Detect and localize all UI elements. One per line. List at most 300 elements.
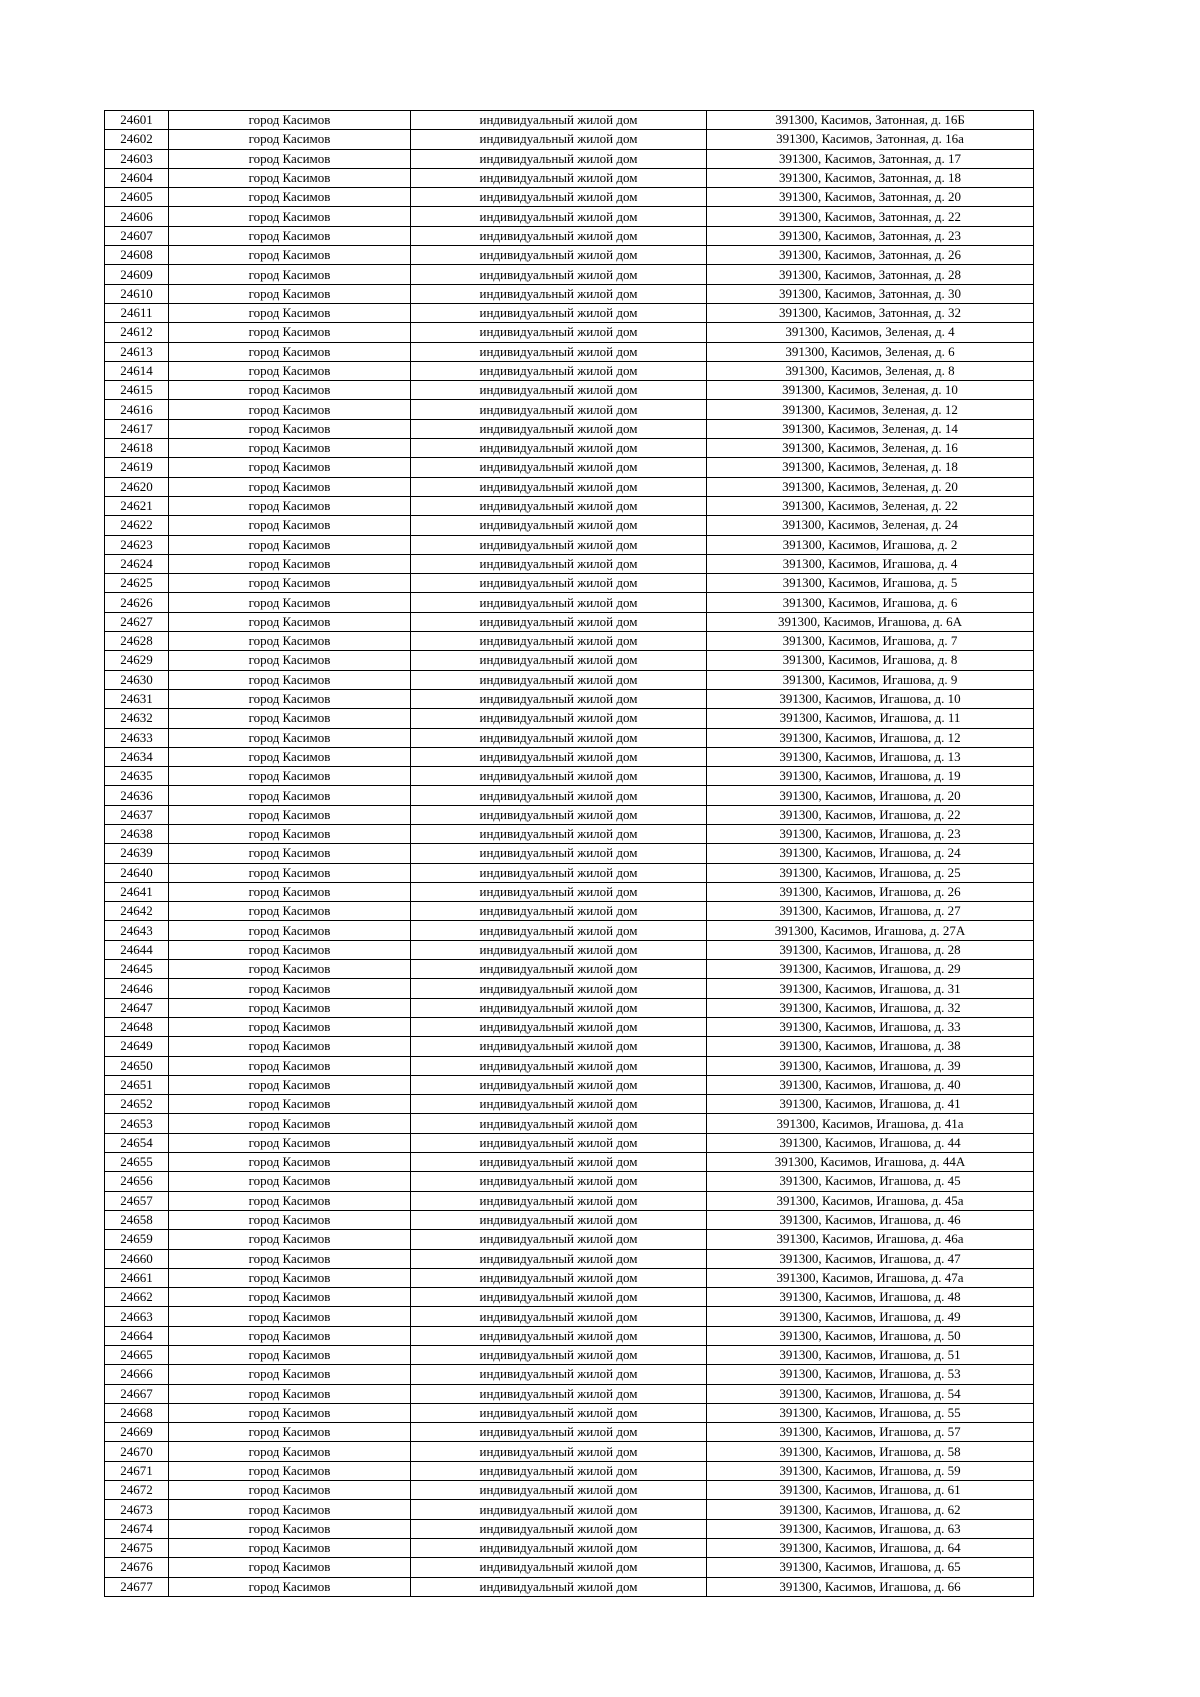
building-type-cell: индивидуальный жилой дом bbox=[411, 361, 707, 380]
row-number-cell: 24638 bbox=[105, 824, 169, 843]
row-number-cell: 24663 bbox=[105, 1307, 169, 1326]
locality-cell: город Касимов bbox=[169, 632, 411, 651]
row-number-cell: 24674 bbox=[105, 1519, 169, 1538]
address-cell: 391300, Касимов, Игашова, д. 26 bbox=[707, 882, 1034, 901]
address-cell: 391300, Касимов, Игашова, д. 49 bbox=[707, 1307, 1034, 1326]
row-number-cell: 24642 bbox=[105, 902, 169, 921]
address-cell: 391300, Касимов, Игашова, д. 53 bbox=[707, 1365, 1034, 1384]
row-number-cell: 24619 bbox=[105, 458, 169, 477]
row-number-cell: 24622 bbox=[105, 516, 169, 535]
table-row bbox=[105, 1365, 1034, 1384]
building-type-cell: индивидуальный жилой дом bbox=[411, 1056, 707, 1075]
locality-cell: город Касимов bbox=[169, 1017, 411, 1036]
building-type-cell: индивидуальный жилой дом bbox=[411, 1423, 707, 1442]
address-cell: 391300, Касимов, Игашова, д. 13 bbox=[707, 747, 1034, 766]
table-row bbox=[105, 1075, 1034, 1094]
row-number-cell: 24652 bbox=[105, 1095, 169, 1114]
row-number-cell: 24671 bbox=[105, 1461, 169, 1480]
locality-cell: город Касимов bbox=[169, 1403, 411, 1422]
address-cell: 391300, Касимов, Игашова, д. 24 bbox=[707, 844, 1034, 863]
address-cell: 391300, Касимов, Затонная, д. 23 bbox=[707, 226, 1034, 245]
table-row bbox=[105, 1577, 1034, 1596]
building-type-cell: индивидуальный жилой дом bbox=[411, 1384, 707, 1403]
address-cell: 391300, Касимов, Игашова, д. 61 bbox=[707, 1481, 1034, 1500]
address-cell: 391300, Касимов, Затонная, д. 17 bbox=[707, 149, 1034, 168]
row-number-cell: 24651 bbox=[105, 1075, 169, 1094]
building-type-cell: индивидуальный жилой дом bbox=[411, 979, 707, 998]
address-cell: 391300, Касимов, Игашова, д. 7 bbox=[707, 632, 1034, 651]
table-row bbox=[105, 1481, 1034, 1500]
building-type-cell: индивидуальный жилой дом bbox=[411, 709, 707, 728]
building-type-cell: индивидуальный жилой дом bbox=[411, 458, 707, 477]
row-number-cell: 24611 bbox=[105, 303, 169, 322]
building-type-cell: индивидуальный жилой дом bbox=[411, 824, 707, 843]
building-type-cell: индивидуальный жилой дом bbox=[411, 284, 707, 303]
locality-cell: город Касимов bbox=[169, 1133, 411, 1152]
table-row bbox=[105, 1288, 1034, 1307]
table-row bbox=[105, 323, 1034, 342]
locality-cell: город Касимов bbox=[169, 1442, 411, 1461]
table-row bbox=[105, 709, 1034, 728]
locality-cell: город Касимов bbox=[169, 593, 411, 612]
building-type-cell: индивидуальный жилой дом bbox=[411, 651, 707, 670]
table-row bbox=[105, 805, 1034, 824]
locality-cell: город Касимов bbox=[169, 1095, 411, 1114]
table-row bbox=[105, 960, 1034, 979]
table-row bbox=[105, 940, 1034, 959]
row-number-cell: 24617 bbox=[105, 419, 169, 438]
locality-cell: город Касимов bbox=[169, 960, 411, 979]
locality-cell: город Касимов bbox=[169, 844, 411, 863]
table-row bbox=[105, 1384, 1034, 1403]
building-type-cell: индивидуальный жилой дом bbox=[411, 844, 707, 863]
building-type-cell: индивидуальный жилой дом bbox=[411, 612, 707, 631]
building-type-cell: индивидуальный жилой дом bbox=[411, 1481, 707, 1500]
row-number-cell: 24615 bbox=[105, 381, 169, 400]
row-number-cell: 24626 bbox=[105, 593, 169, 612]
row-number-cell: 24640 bbox=[105, 863, 169, 882]
row-number-cell: 24634 bbox=[105, 747, 169, 766]
address-cell: 391300, Касимов, Затонная, д. 26 bbox=[707, 246, 1034, 265]
locality-cell: город Касимов bbox=[169, 400, 411, 419]
row-number-cell: 24662 bbox=[105, 1288, 169, 1307]
row-number-cell: 24646 bbox=[105, 979, 169, 998]
table-row bbox=[105, 265, 1034, 284]
building-type-cell: индивидуальный жилой дом bbox=[411, 1558, 707, 1577]
locality-cell: город Касимов bbox=[169, 1268, 411, 1287]
locality-cell: город Касимов bbox=[169, 728, 411, 747]
address-cell: 391300, Касимов, Игашова, д. 20 bbox=[707, 786, 1034, 805]
address-cell: 391300, Касимов, Игашова, д. 9 bbox=[707, 670, 1034, 689]
locality-cell: город Касимов bbox=[169, 1423, 411, 1442]
address-cell: 391300, Касимов, Игашова, д. 2 bbox=[707, 535, 1034, 554]
row-number-cell: 24639 bbox=[105, 844, 169, 863]
locality-cell: город Касимов bbox=[169, 1210, 411, 1229]
locality-cell: город Касимов bbox=[169, 1056, 411, 1075]
building-type-cell: индивидуальный жилой дом bbox=[411, 130, 707, 149]
address-cell: 391300, Касимов, Зеленая, д. 18 bbox=[707, 458, 1034, 477]
row-number-cell: 24620 bbox=[105, 477, 169, 496]
table-row bbox=[105, 439, 1034, 458]
table-row bbox=[105, 1249, 1034, 1268]
row-number-cell: 24628 bbox=[105, 632, 169, 651]
address-cell: 391300, Касимов, Игашова, д. 32 bbox=[707, 998, 1034, 1017]
locality-cell: город Касимов bbox=[169, 1500, 411, 1519]
table-row bbox=[105, 863, 1034, 882]
building-type-cell: индивидуальный жилой дом bbox=[411, 1346, 707, 1365]
table-row bbox=[105, 1326, 1034, 1345]
building-type-cell: индивидуальный жилой дом bbox=[411, 1114, 707, 1133]
row-number-cell: 24666 bbox=[105, 1365, 169, 1384]
address-cell: 391300, Касимов, Игашова, д. 27А bbox=[707, 921, 1034, 940]
address-cell: 391300, Касимов, Игашова, д. 44А bbox=[707, 1153, 1034, 1172]
row-number-cell: 24612 bbox=[105, 323, 169, 342]
address-cell: 391300, Касимов, Игашова, д. 28 bbox=[707, 940, 1034, 959]
address-cell: 391300, Касимов, Игашова, д. 25 bbox=[707, 863, 1034, 882]
address-cell: 391300, Касимов, Игашова, д. 45а bbox=[707, 1191, 1034, 1210]
building-type-cell: индивидуальный жилой дом bbox=[411, 882, 707, 901]
building-type-cell: индивидуальный жилой дом bbox=[411, 226, 707, 245]
row-number-cell: 24635 bbox=[105, 767, 169, 786]
table-row bbox=[105, 1172, 1034, 1191]
building-type-cell: индивидуальный жилой дом bbox=[411, 940, 707, 959]
locality-cell: город Касимов bbox=[169, 882, 411, 901]
row-number-cell: 24632 bbox=[105, 709, 169, 728]
table-row bbox=[105, 111, 1034, 130]
table-row bbox=[105, 1519, 1034, 1538]
locality-cell: город Касимов bbox=[169, 361, 411, 380]
address-cell: 391300, Касимов, Игашова, д. 39 bbox=[707, 1056, 1034, 1075]
address-cell: 391300, Касимов, Игашова, д. 48 bbox=[707, 1288, 1034, 1307]
row-number-cell: 24629 bbox=[105, 651, 169, 670]
row-number-cell: 24670 bbox=[105, 1442, 169, 1461]
table-row bbox=[105, 1307, 1034, 1326]
table-row bbox=[105, 130, 1034, 149]
locality-cell: город Касимов bbox=[169, 516, 411, 535]
building-type-cell: индивидуальный жилой дом bbox=[411, 1037, 707, 1056]
address-cell: 391300, Касимов, Игашова, д. 11 bbox=[707, 709, 1034, 728]
locality-cell: город Касимов bbox=[169, 496, 411, 515]
row-number-cell: 24653 bbox=[105, 1114, 169, 1133]
locality-cell: город Касимов bbox=[169, 574, 411, 593]
address-cell: 391300, Касимов, Игашова, д. 58 bbox=[707, 1442, 1034, 1461]
row-number-cell: 24607 bbox=[105, 226, 169, 245]
row-number-cell: 24654 bbox=[105, 1133, 169, 1152]
locality-cell: город Касимов bbox=[169, 824, 411, 843]
building-type-cell: индивидуальный жилой дом bbox=[411, 1268, 707, 1287]
table-row bbox=[105, 612, 1034, 631]
locality-cell: город Касимов bbox=[169, 1461, 411, 1480]
building-type-cell: индивидуальный жилой дом bbox=[411, 767, 707, 786]
locality-cell: город Касимов bbox=[169, 1307, 411, 1326]
locality-cell: город Касимов bbox=[169, 1114, 411, 1133]
row-number-cell: 24665 bbox=[105, 1346, 169, 1365]
table-row bbox=[105, 979, 1034, 998]
locality-cell: город Касимов bbox=[169, 998, 411, 1017]
locality-cell: город Касимов bbox=[169, 477, 411, 496]
table-row bbox=[105, 1461, 1034, 1480]
row-number-cell: 24648 bbox=[105, 1017, 169, 1036]
row-number-cell: 24614 bbox=[105, 361, 169, 380]
table-row bbox=[105, 400, 1034, 419]
row-number-cell: 24636 bbox=[105, 786, 169, 805]
locality-cell: город Касимов bbox=[169, 1519, 411, 1538]
building-type-cell: индивидуальный жилой дом bbox=[411, 188, 707, 207]
building-type-cell: индивидуальный жилой дом bbox=[411, 1403, 707, 1422]
address-cell: 391300, Касимов, Игашова, д. 10 bbox=[707, 689, 1034, 708]
row-number-cell: 24631 bbox=[105, 689, 169, 708]
building-type-cell: индивидуальный жилой дом bbox=[411, 1519, 707, 1538]
locality-cell: город Касимов bbox=[169, 535, 411, 554]
table-row bbox=[105, 458, 1034, 477]
address-cell: 391300, Касимов, Игашова, д. 65 bbox=[707, 1558, 1034, 1577]
building-type-cell: индивидуальный жилой дом bbox=[411, 689, 707, 708]
table-row bbox=[105, 496, 1034, 515]
building-type-cell: индивидуальный жилой дом bbox=[411, 747, 707, 766]
table-row bbox=[105, 168, 1034, 187]
row-number-cell: 24664 bbox=[105, 1326, 169, 1345]
address-cell: 391300, Касимов, Зеленая, д. 24 bbox=[707, 516, 1034, 535]
address-cell: 391300, Касимов, Зеленая, д. 4 bbox=[707, 323, 1034, 342]
building-type-cell: индивидуальный жилой дом bbox=[411, 1288, 707, 1307]
address-cell: 391300, Касимов, Затонная, д. 16а bbox=[707, 130, 1034, 149]
table-row bbox=[105, 689, 1034, 708]
row-number-cell: 24659 bbox=[105, 1230, 169, 1249]
address-table-body bbox=[105, 111, 1034, 1597]
table-row bbox=[105, 535, 1034, 554]
row-number-cell: 24606 bbox=[105, 207, 169, 226]
row-number-cell: 24643 bbox=[105, 921, 169, 940]
address-cell: 391300, Касимов, Игашова, д. 64 bbox=[707, 1538, 1034, 1557]
row-number-cell: 24656 bbox=[105, 1172, 169, 1191]
table-row bbox=[105, 1538, 1034, 1557]
table-row bbox=[105, 1442, 1034, 1461]
locality-cell: город Касимов bbox=[169, 1037, 411, 1056]
table-row bbox=[105, 284, 1034, 303]
table-row bbox=[105, 844, 1034, 863]
address-cell: 391300, Касимов, Игашова, д. 62 bbox=[707, 1500, 1034, 1519]
locality-cell: город Касимов bbox=[169, 1191, 411, 1210]
row-number-cell: 24673 bbox=[105, 1500, 169, 1519]
table-row bbox=[105, 342, 1034, 361]
address-cell: 391300, Касимов, Игашова, д. 59 bbox=[707, 1461, 1034, 1480]
building-type-cell: индивидуальный жилой дом bbox=[411, 805, 707, 824]
table-row bbox=[105, 593, 1034, 612]
table-row bbox=[105, 1114, 1034, 1133]
address-cell: 391300, Касимов, Игашова, д. 63 bbox=[707, 1519, 1034, 1538]
address-cell: 391300, Касимов, Зеленая, д. 16 bbox=[707, 439, 1034, 458]
building-type-cell: индивидуальный жилой дом bbox=[411, 265, 707, 284]
row-number-cell: 24655 bbox=[105, 1153, 169, 1172]
address-cell: 391300, Касимов, Зеленая, д. 6 bbox=[707, 342, 1034, 361]
building-type-cell: индивидуальный жилой дом bbox=[411, 1500, 707, 1519]
locality-cell: город Касимов bbox=[169, 323, 411, 342]
locality-cell: город Касимов bbox=[169, 1326, 411, 1345]
table-row bbox=[105, 651, 1034, 670]
table-row bbox=[105, 824, 1034, 843]
table-row bbox=[105, 1095, 1034, 1114]
address-cell: 391300, Касимов, Затонная, д. 30 bbox=[707, 284, 1034, 303]
locality-cell: город Касимов bbox=[169, 246, 411, 265]
table-row bbox=[105, 149, 1034, 168]
address-cell: 391300, Касимов, Зеленая, д. 14 bbox=[707, 419, 1034, 438]
locality-cell: город Касимов bbox=[169, 168, 411, 187]
building-type-cell: индивидуальный жилой дом bbox=[411, 1365, 707, 1384]
table-row bbox=[105, 786, 1034, 805]
locality-cell: город Касимов bbox=[169, 226, 411, 245]
address-cell: 391300, Касимов, Игашова, д. 44 bbox=[707, 1133, 1034, 1152]
table-row bbox=[105, 747, 1034, 766]
address-cell: 391300, Касимов, Игашова, д. 12 bbox=[707, 728, 1034, 747]
building-type-cell: индивидуальный жилой дом bbox=[411, 1095, 707, 1114]
row-number-cell: 24627 bbox=[105, 612, 169, 631]
locality-cell: город Касимов bbox=[169, 554, 411, 573]
locality-cell: город Касимов bbox=[169, 111, 411, 130]
row-number-cell: 24602 bbox=[105, 130, 169, 149]
table-row bbox=[105, 1403, 1034, 1422]
locality-cell: город Касимов bbox=[169, 1481, 411, 1500]
building-type-cell: индивидуальный жилой дом bbox=[411, 246, 707, 265]
table-row bbox=[105, 207, 1034, 226]
address-cell: 391300, Касимов, Зеленая, д. 10 bbox=[707, 381, 1034, 400]
locality-cell: город Касимов bbox=[169, 1230, 411, 1249]
building-type-cell: индивидуальный жилой дом bbox=[411, 535, 707, 554]
building-type-cell: индивидуальный жилой дом bbox=[411, 728, 707, 747]
address-cell: 391300, Касимов, Игашова, д. 6А bbox=[707, 612, 1034, 631]
row-number-cell: 24621 bbox=[105, 496, 169, 515]
building-type-cell: индивидуальный жилой дом bbox=[411, 1307, 707, 1326]
address-cell: 391300, Касимов, Игашова, д. 66 bbox=[707, 1577, 1034, 1596]
building-type-cell: индивидуальный жилой дом bbox=[411, 1326, 707, 1345]
locality-cell: город Касимов bbox=[169, 863, 411, 882]
address-cell: 391300, Касимов, Игашова, д. 46а bbox=[707, 1230, 1034, 1249]
address-table bbox=[104, 110, 1034, 1597]
row-number-cell: 24677 bbox=[105, 1577, 169, 1596]
row-number-cell: 24604 bbox=[105, 168, 169, 187]
locality-cell: город Касимов bbox=[169, 303, 411, 322]
locality-cell: город Касимов bbox=[169, 458, 411, 477]
row-number-cell: 24609 bbox=[105, 265, 169, 284]
building-type-cell: индивидуальный жилой дом bbox=[411, 342, 707, 361]
building-type-cell: индивидуальный жилой дом bbox=[411, 1153, 707, 1172]
locality-cell: город Касимов bbox=[169, 651, 411, 670]
building-type-cell: индивидуальный жилой дом bbox=[411, 477, 707, 496]
address-cell: 391300, Касимов, Игашова, д. 54 bbox=[707, 1384, 1034, 1403]
address-cell: 391300, Касимов, Затонная, д. 32 bbox=[707, 303, 1034, 322]
locality-cell: город Касимов bbox=[169, 1075, 411, 1094]
address-cell: 391300, Касимов, Затонная, д. 20 bbox=[707, 188, 1034, 207]
building-type-cell: индивидуальный жилой дом bbox=[411, 516, 707, 535]
row-number-cell: 24647 bbox=[105, 998, 169, 1017]
locality-cell: город Касимов bbox=[169, 284, 411, 303]
row-number-cell: 24668 bbox=[105, 1403, 169, 1422]
address-cell: 391300, Касимов, Игашова, д. 6 bbox=[707, 593, 1034, 612]
locality-cell: город Касимов bbox=[169, 381, 411, 400]
building-type-cell: индивидуальный жилой дом bbox=[411, 1538, 707, 1557]
row-number-cell: 24650 bbox=[105, 1056, 169, 1075]
locality-cell: город Касимов bbox=[169, 1172, 411, 1191]
building-type-cell: индивидуальный жилой дом bbox=[411, 419, 707, 438]
building-type-cell: индивидуальный жилой дом bbox=[411, 1461, 707, 1480]
table-row bbox=[105, 1500, 1034, 1519]
locality-cell: город Касимов bbox=[169, 709, 411, 728]
building-type-cell: индивидуальный жилой дом bbox=[411, 1172, 707, 1191]
locality-cell: город Касимов bbox=[169, 342, 411, 361]
table-row bbox=[105, 1153, 1034, 1172]
row-number-cell: 24669 bbox=[105, 1423, 169, 1442]
address-cell: 391300, Касимов, Игашова, д. 38 bbox=[707, 1037, 1034, 1056]
row-number-cell: 24657 bbox=[105, 1191, 169, 1210]
building-type-cell: индивидуальный жилой дом bbox=[411, 381, 707, 400]
table-row bbox=[105, 1230, 1034, 1249]
row-number-cell: 24641 bbox=[105, 882, 169, 901]
row-number-cell: 24667 bbox=[105, 1384, 169, 1403]
address-cell: 391300, Касимов, Игашова, д. 27 bbox=[707, 902, 1034, 921]
building-type-cell: индивидуальный жилой дом bbox=[411, 902, 707, 921]
building-type-cell: индивидуальный жилой дом bbox=[411, 1442, 707, 1461]
locality-cell: город Касимов bbox=[169, 265, 411, 284]
locality-cell: город Касимов bbox=[169, 940, 411, 959]
building-type-cell: индивидуальный жилой дом bbox=[411, 670, 707, 689]
table-row bbox=[105, 902, 1034, 921]
building-type-cell: индивидуальный жилой дом bbox=[411, 149, 707, 168]
row-number-cell: 24649 bbox=[105, 1037, 169, 1056]
address-cell: 391300, Касимов, Затонная, д. 18 bbox=[707, 168, 1034, 187]
row-number-cell: 24661 bbox=[105, 1268, 169, 1287]
row-number-cell: 24624 bbox=[105, 554, 169, 573]
address-cell: 391300, Касимов, Игашова, д. 57 bbox=[707, 1423, 1034, 1442]
address-cell: 391300, Касимов, Игашова, д. 45 bbox=[707, 1172, 1034, 1191]
building-type-cell: индивидуальный жилой дом bbox=[411, 323, 707, 342]
row-number-cell: 24660 bbox=[105, 1249, 169, 1268]
address-cell: 391300, Касимов, Игашова, д. 23 bbox=[707, 824, 1034, 843]
table-row bbox=[105, 1268, 1034, 1287]
table-row bbox=[105, 574, 1034, 593]
address-cell: 391300, Касимов, Затонная, д. 28 bbox=[707, 265, 1034, 284]
building-type-cell: индивидуальный жилой дом bbox=[411, 1210, 707, 1229]
locality-cell: город Касимов bbox=[169, 670, 411, 689]
building-type-cell: индивидуальный жилой дом bbox=[411, 863, 707, 882]
building-type-cell: индивидуальный жилой дом bbox=[411, 303, 707, 322]
table-row bbox=[105, 226, 1034, 245]
table-row bbox=[105, 1133, 1034, 1152]
building-type-cell: индивидуальный жилой дом bbox=[411, 439, 707, 458]
locality-cell: город Касимов bbox=[169, 1365, 411, 1384]
locality-cell: город Касимов bbox=[169, 1538, 411, 1557]
locality-cell: город Касимов bbox=[169, 612, 411, 631]
address-cell: 391300, Касимов, Игашова, д. 46 bbox=[707, 1210, 1034, 1229]
row-number-cell: 24610 bbox=[105, 284, 169, 303]
building-type-cell: индивидуальный жилой дом bbox=[411, 111, 707, 130]
locality-cell: город Касимов bbox=[169, 130, 411, 149]
table-row bbox=[105, 1210, 1034, 1229]
row-number-cell: 24672 bbox=[105, 1481, 169, 1500]
locality-cell: город Касимов bbox=[169, 439, 411, 458]
building-type-cell: индивидуальный жилой дом bbox=[411, 786, 707, 805]
row-number-cell: 24637 bbox=[105, 805, 169, 824]
building-type-cell: индивидуальный жилой дом bbox=[411, 1230, 707, 1249]
address-cell: 391300, Касимов, Игашова, д. 41а bbox=[707, 1114, 1034, 1133]
building-type-cell: индивидуальный жилой дом bbox=[411, 554, 707, 573]
row-number-cell: 24601 bbox=[105, 111, 169, 130]
locality-cell: город Касимов bbox=[169, 1249, 411, 1268]
building-type-cell: индивидуальный жилой дом bbox=[411, 921, 707, 940]
locality-cell: город Касимов bbox=[169, 1577, 411, 1596]
locality-cell: город Касимов bbox=[169, 979, 411, 998]
table-row bbox=[105, 303, 1034, 322]
address-cell: 391300, Касимов, Затонная, д. 16Б bbox=[707, 111, 1034, 130]
row-number-cell: 24618 bbox=[105, 439, 169, 458]
